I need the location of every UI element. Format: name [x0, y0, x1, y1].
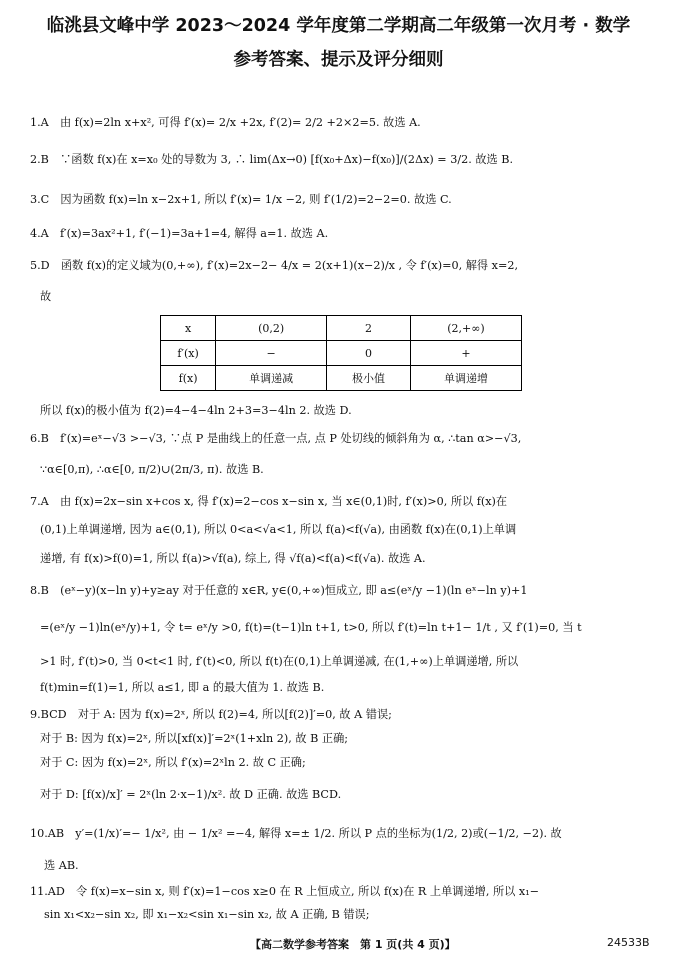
footer-code: 24533B — [607, 936, 650, 949]
table-cell: (2,+∞) — [410, 316, 521, 341]
page-subtitle: 参考答案、提示及评分细则 — [233, 50, 444, 70]
table-cell: 单调递减 — [216, 366, 327, 391]
footer-page-info: 【高二数学参考答案 第 1 页(共 4 页)】 — [250, 938, 456, 951]
table-cell: 单调递增 — [410, 366, 521, 391]
answer-4: 4.A f′(x)=3ax²+1, f′(−1)=3a+1=4, 解得 a=1. 故选 A. — [30, 227, 329, 240]
table-cell: 0 — [327, 341, 411, 366]
answer-9-line4: 对于 D: [f(x)/x]′ = 2ˣ(ln 2·x−1)/x². 故 D 正确. 故选 BCD. — [40, 788, 342, 801]
table-cell: 极小值 — [327, 366, 411, 391]
answer-2: 2.B ∵函数 f(x)在 x=x₀ 处的导数为 3, ∴ lim(Δx→0) [f(x₀+Δx)−f(x₀)]/(2Δx) = 3/2. 故选 B. — [30, 153, 514, 166]
table-row — [161, 316, 522, 341]
answer-7-line1: 7.A 由 f(x)=2x−sin x+cos x, 得 f′(x)=2−cos x−sin x, 当 x∈(0,1)时, f′(x)>0, 所以 f(x)在 — [30, 495, 508, 508]
answer-11-line1: 11.AD 令 f(x)=x−sin x, 则 f′(x)=1−cos x≥0 在 R 上恒成立, 所以 f(x)在 R 上单调递增, 所以 x₁− — [30, 885, 540, 898]
answer-1: 1.A 由 f(x)=2ln x+x², 可得 f′(x)= 2/x +2x, f′(2)= 2/2 +2×2=5. 故选 A. — [30, 116, 421, 129]
answer-11-line2: sin x₁<x₂−sin x₂, 即 x₁−x₂<sin x₁−sin x₂, 故 A 正确, B 错误; — [44, 908, 370, 921]
answer-8-line1: 8.B (eˣ−y)(x−ln y)+y≥ay 对于任意的 x∈R, y∈(0,+∞)恒成立, 即 a≤(eˣ/y −1)(ln eˣ−ln y)+1 — [30, 584, 528, 597]
page-title: 临洮县文峰中学 2023～2024 学年度第二学期高二年级第一次月考 · 数学 — [46, 16, 631, 36]
answer-9-line2: 对于 B: 因为 f(x)=2ˣ, 所以[xf(x)]′=2ˣ(1+xln 2), 故 B 正确; — [40, 732, 349, 745]
table-cell: + — [410, 341, 521, 366]
table-cell: x — [161, 316, 216, 341]
answer-3: 3.C 因为函数 f(x)=ln x−2x+1, 所以 f′(x)= 1/x −2, 则 f′(1/2)=2−2=0. 故选 C. — [30, 193, 452, 206]
answer-8-line2: =(eˣ/y −1)ln(eˣ/y)+1, 令 t= eˣ/y >0, f(t)=(t−1)ln t+1, t>0, 所以 f′(t)=ln t+1− 1/t , 又 f′(1)=0, 当 t — [40, 621, 582, 634]
answer-10-line2: 选 AB. — [44, 859, 79, 872]
table-cell: 2 — [327, 316, 411, 341]
table-row — [161, 341, 522, 366]
table-cell: f(x) — [161, 366, 216, 391]
answer-5-line3: 所以 f(x)的极小值为 f(2)=4−4−4ln 2+3=3−4ln 2. 故选 D. — [40, 404, 352, 417]
answer-6-line1: 6.B f′(x)=eˣ−√3 >−√3, ∵点 P 是曲线上的任意一点, 点 P 处切线的倾斜角为 α, ∴tan α>−√3, — [30, 432, 522, 445]
table-row — [161, 366, 522, 391]
answer-5-line1: 5.D 函数 f(x)的定义域为(0,+∞), f′(x)=2x−2− 4/x = 2(x+1)(x−2)/x , 令 f′(x)=0, 解得 x=2, — [30, 259, 518, 272]
answer-10-line1: 10.AB y′=(1/x)′=− 1/x², 由 − 1/x² =−4, 解得 x=± 1/2. 所以 P 点的坐标为(1/2, 2)或(−1/2, −2). 故 — [30, 827, 562, 840]
table-cell: f′(x) — [161, 341, 216, 366]
monotonicity-table — [160, 315, 522, 391]
answer-8-line4: f(t)min=f(1)=1, 所以 a≤1, 即 a 的最大值为 1. 故选 B. — [40, 681, 325, 694]
table-cell: (0,2) — [216, 316, 327, 341]
answer-7-line2: (0,1)上单调递增, 因为 a∈(0,1), 所以 0<a<√a<1, 所以 f(a)<f(√a), 由函数 f(x)在(0,1)上单调 — [40, 523, 517, 536]
answer-8-line3: >1 时, f′(t)>0, 当 0<t<1 时, f′(t)<0, 所以 f(t)在(0,1)上单调递减, 在(1,+∞)上单调递增, 所以 — [40, 655, 519, 668]
answer-7-line3: 递增, 有 f(x)>f(0)=1, 所以 f(a)>√f(a), 综上, 得 √f(a)<f(a)<f(√a). 故选 A. — [40, 552, 426, 565]
table-cell: − — [216, 341, 327, 366]
answer-6-line2: ∵α∈[0,π), ∴α∈[0, π/2)∪(2π/3, π). 故选 B. — [40, 463, 264, 476]
answer-9-line3: 对于 C: 因为 f(x)=2ˣ, 所以 f′(x)=2ˣln 2. 故 C 正确; — [40, 756, 306, 769]
answer-9-line1: 9.BCD 对于 A: 因为 f(x)=2ˣ, 所以 f(2)=4, 所以[f(2)]′=0, 故 A 错误; — [30, 708, 392, 721]
answer-5-line2: 故 — [40, 290, 52, 303]
